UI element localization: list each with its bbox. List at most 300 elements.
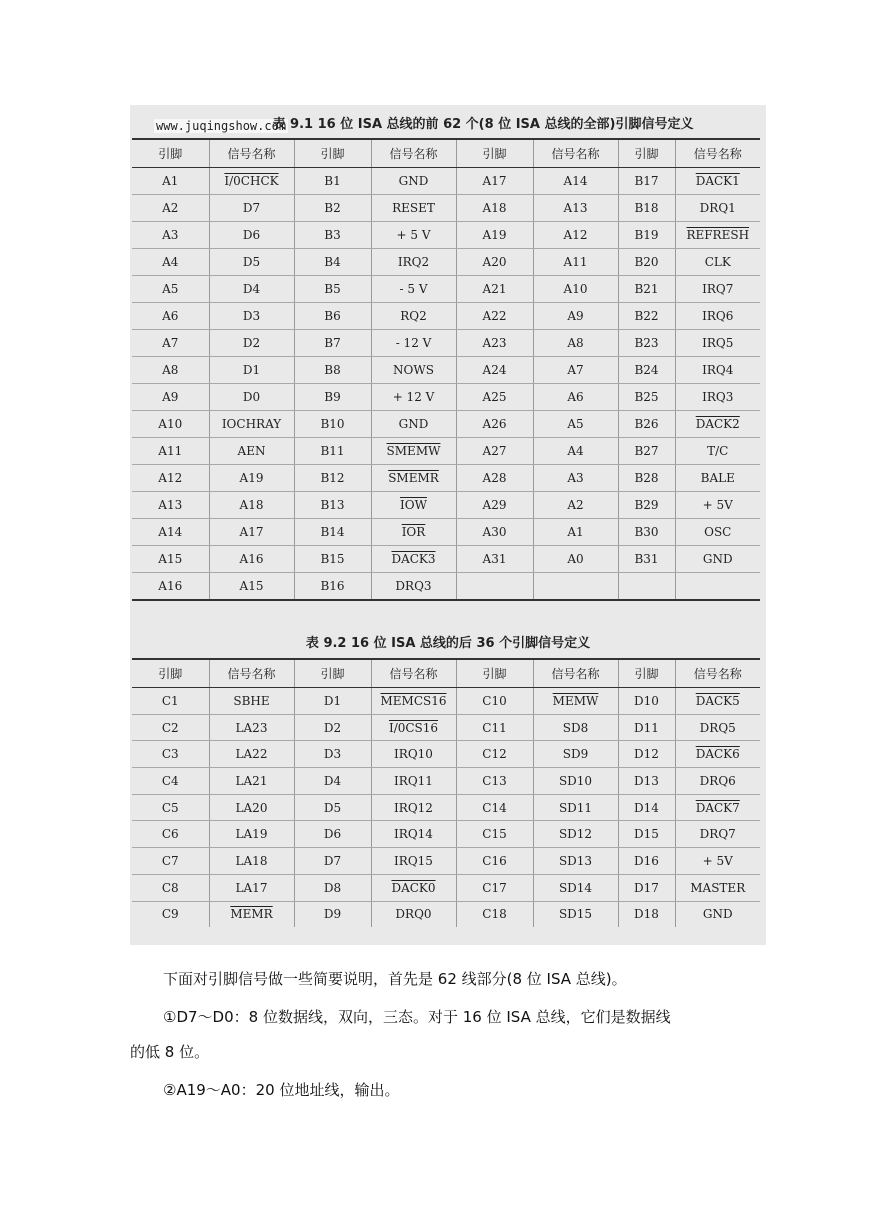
pin-label: B12 bbox=[320, 471, 345, 485]
signal-name-cell bbox=[533, 195, 618, 222]
signal-name-cell bbox=[209, 688, 294, 715]
pin-label: A4 bbox=[162, 255, 179, 269]
signal-name-cell bbox=[533, 848, 618, 875]
table-row bbox=[132, 768, 760, 795]
pin-cell bbox=[132, 821, 209, 848]
pin-label: B25 bbox=[634, 390, 659, 404]
signal-name-cell bbox=[675, 492, 760, 519]
watermark: www.juqingshow.com bbox=[156, 119, 287, 133]
pin-label: B3 bbox=[324, 228, 341, 242]
signal-name: IRQ14 bbox=[394, 827, 433, 842]
signal-name-cell bbox=[209, 438, 294, 465]
signal-name-cell bbox=[675, 901, 760, 927]
signal-name-cell bbox=[675, 848, 760, 875]
signal-name: A2 bbox=[567, 498, 584, 512]
signal-name-cell bbox=[209, 794, 294, 821]
table-row bbox=[132, 168, 760, 195]
signal-name-cell bbox=[209, 573, 294, 601]
signal-name: D5 bbox=[242, 255, 261, 269]
pin-cell bbox=[294, 465, 371, 492]
pin-label: D8 bbox=[323, 880, 342, 895]
body-paragraph-3: ②A19～A0：20 位地址线，输出。 bbox=[163, 1081, 400, 1099]
pin-label: C6 bbox=[161, 827, 179, 842]
column-header: 引脚 bbox=[456, 660, 533, 688]
pin-label: B26 bbox=[634, 417, 659, 431]
pin-label: C11 bbox=[482, 720, 507, 735]
pin-cell bbox=[456, 249, 533, 276]
signal-name: SD12 bbox=[558, 827, 593, 842]
pin-cell bbox=[294, 546, 371, 573]
signal-name: + 5 V bbox=[396, 228, 431, 242]
signal-name-cell bbox=[371, 768, 456, 795]
signal-name-cell bbox=[371, 519, 456, 546]
signal-name-cell bbox=[675, 438, 760, 465]
pin-label: A16 bbox=[158, 579, 183, 593]
body-paragraph-2-line-2: 的低 8 位。 bbox=[130, 1043, 210, 1061]
signal-name: + 5V bbox=[702, 498, 733, 512]
pin-cell bbox=[456, 384, 533, 411]
pin-cell bbox=[294, 901, 371, 927]
signal-name-cell bbox=[209, 303, 294, 330]
signal-name-cell bbox=[371, 330, 456, 357]
pin-cell bbox=[456, 195, 533, 222]
pin-label: B29 bbox=[634, 498, 659, 512]
pin-cell bbox=[456, 438, 533, 465]
signal-name: D7 bbox=[242, 201, 261, 215]
signal-name: D2 bbox=[242, 336, 261, 350]
signal-name-cell bbox=[209, 714, 294, 741]
column-header: 信号名称 bbox=[371, 140, 456, 168]
pin-cell bbox=[132, 546, 209, 573]
signal-name: - 12 V bbox=[395, 336, 432, 350]
pin-cell bbox=[618, 384, 675, 411]
pin-label: D3 bbox=[323, 747, 342, 762]
pin-cell bbox=[618, 519, 675, 546]
pin-cell bbox=[618, 821, 675, 848]
pin-label: D16 bbox=[634, 853, 659, 868]
signal-name-cell bbox=[533, 168, 618, 195]
pin-label: A11 bbox=[158, 444, 183, 458]
signal-name: CLK bbox=[704, 255, 731, 269]
signal-name-cell bbox=[533, 303, 618, 330]
pin-label: D9 bbox=[323, 907, 342, 922]
signal-name-cell bbox=[371, 276, 456, 303]
pin-label: A22 bbox=[482, 309, 507, 323]
pin-cell bbox=[618, 768, 675, 795]
signal-name: LA18 bbox=[235, 853, 268, 868]
scanned-table-image bbox=[130, 105, 766, 945]
signal-name-cell bbox=[371, 465, 456, 492]
signal-name: RQ2 bbox=[400, 309, 427, 323]
signal-name: RESET bbox=[392, 201, 435, 215]
signal-name-cell bbox=[371, 741, 456, 768]
signal-name: DRQ7 bbox=[699, 827, 736, 842]
signal-name: AEN bbox=[237, 444, 266, 458]
signal-name: A5 bbox=[567, 417, 584, 431]
pin-cell bbox=[618, 492, 675, 519]
signal-name: A15 bbox=[239, 579, 264, 593]
pin-label: C17 bbox=[482, 880, 507, 895]
pin-cell bbox=[456, 465, 533, 492]
signal-name-cell bbox=[675, 741, 760, 768]
pin-cell bbox=[132, 492, 209, 519]
signal-name-cell bbox=[209, 492, 294, 519]
signal-name: DRQ3 bbox=[395, 579, 432, 593]
signal-name-cell bbox=[533, 794, 618, 821]
signal-name-cell bbox=[371, 714, 456, 741]
pin-cell bbox=[294, 195, 371, 222]
signal-name: A0 bbox=[567, 552, 584, 566]
pin-label: C18 bbox=[482, 907, 507, 922]
signal-name-cell bbox=[675, 768, 760, 795]
pin-cell bbox=[132, 519, 209, 546]
signal-name-cell bbox=[209, 411, 294, 438]
pin-cell bbox=[132, 222, 209, 249]
signal-name-cell bbox=[209, 195, 294, 222]
pin-label: A26 bbox=[482, 417, 507, 431]
signal-name-cell bbox=[209, 276, 294, 303]
table-row bbox=[132, 195, 760, 222]
pin-label: A29 bbox=[482, 498, 507, 512]
signal-name: A19 bbox=[239, 471, 264, 485]
signal-name: DACK1 bbox=[695, 174, 740, 188]
signal-name: IRQ5 bbox=[702, 336, 734, 350]
signal-name: D1 bbox=[242, 363, 261, 377]
signal-name: GND bbox=[398, 417, 429, 431]
pin-cell bbox=[456, 848, 533, 875]
pin-label: B10 bbox=[320, 417, 345, 431]
signal-name: A4 bbox=[567, 444, 584, 458]
signal-name: OSC bbox=[704, 525, 732, 539]
pin-label: D4 bbox=[323, 773, 342, 788]
signal-name: IRQ3 bbox=[702, 390, 734, 404]
signal-name-cell bbox=[209, 546, 294, 573]
table1-body bbox=[132, 168, 760, 601]
pin-cell bbox=[456, 492, 533, 519]
pin-cell bbox=[132, 249, 209, 276]
table1-header-row bbox=[132, 140, 760, 168]
pin-label: B7 bbox=[324, 336, 341, 350]
signal-name: DRQ6 bbox=[699, 773, 736, 788]
signal-name-cell bbox=[675, 222, 760, 249]
signal-name: IOCHRAY bbox=[221, 417, 282, 431]
pin-label: C10 bbox=[482, 693, 507, 708]
signal-name-cell bbox=[209, 222, 294, 249]
signal-name: SD10 bbox=[558, 773, 593, 788]
column-header: 引脚 bbox=[132, 660, 209, 688]
signal-name: A12 bbox=[563, 228, 588, 242]
pin-label: A21 bbox=[482, 282, 507, 296]
signal-name: T/C bbox=[707, 444, 729, 458]
pin-cell bbox=[456, 901, 533, 927]
signal-name-cell bbox=[675, 465, 760, 492]
signal-name-cell bbox=[533, 330, 618, 357]
signal-name-cell bbox=[533, 411, 618, 438]
signal-name-cell bbox=[209, 384, 294, 411]
pin-label: A3 bbox=[162, 228, 179, 242]
body-paragraph-1: 下面对引脚信号做一些简要说明，首先是 62 线部分(8 位 ISA 总线)。 bbox=[163, 970, 627, 988]
signal-name-cell bbox=[371, 168, 456, 195]
pin-cell bbox=[294, 688, 371, 715]
signal-name-cell bbox=[533, 821, 618, 848]
signal-name: D0 bbox=[242, 390, 261, 404]
pin-label: B9 bbox=[324, 390, 341, 404]
signal-name-cell bbox=[675, 688, 760, 715]
table-row bbox=[132, 249, 760, 276]
signal-name: DACK3 bbox=[391, 552, 436, 566]
pin-cell bbox=[132, 438, 209, 465]
pin-cell bbox=[618, 195, 675, 222]
pin-label: B4 bbox=[324, 255, 341, 269]
pin-label: A23 bbox=[482, 336, 507, 350]
pin-label: A5 bbox=[162, 282, 179, 296]
pin-cell bbox=[294, 741, 371, 768]
pin-label: D18 bbox=[634, 907, 659, 922]
table-row bbox=[132, 794, 760, 821]
pin-cell bbox=[456, 546, 533, 573]
pin-cell bbox=[294, 848, 371, 875]
pin-label: C5 bbox=[161, 800, 179, 815]
signal-name: A14 bbox=[563, 174, 588, 188]
pin-label: A28 bbox=[482, 471, 507, 485]
signal-name: D3 bbox=[242, 309, 261, 323]
pin-label: A1 bbox=[162, 174, 179, 188]
signal-name-cell bbox=[533, 901, 618, 927]
pin-cell bbox=[456, 222, 533, 249]
signal-name: MEMW bbox=[552, 693, 599, 708]
signal-name: SD15 bbox=[558, 907, 593, 922]
signal-name: LA21 bbox=[235, 773, 268, 788]
signal-name: A9 bbox=[567, 309, 584, 323]
signal-name: DACK6 bbox=[695, 747, 740, 762]
pin-cell bbox=[294, 276, 371, 303]
signal-name: + 12 V bbox=[392, 390, 435, 404]
pin-label: B11 bbox=[320, 444, 345, 458]
signal-name: D6 bbox=[242, 228, 261, 242]
pin-cell bbox=[618, 546, 675, 573]
signal-name-cell bbox=[209, 357, 294, 384]
pin-label: B15 bbox=[320, 552, 345, 566]
signal-name-cell bbox=[675, 519, 760, 546]
pin-cell bbox=[618, 411, 675, 438]
signal-name-cell bbox=[371, 411, 456, 438]
pin-label: D1 bbox=[323, 693, 342, 708]
body-paragraph-2-line-1: ①D7～D0：8 位数据线，双向，三态。对于 16 位 ISA 总线，它们是数据线 bbox=[163, 1008, 671, 1026]
signal-name-cell bbox=[371, 384, 456, 411]
pin-cell bbox=[132, 357, 209, 384]
pin-cell bbox=[294, 384, 371, 411]
table2-header-row bbox=[132, 660, 760, 688]
table-row bbox=[132, 546, 760, 573]
signal-name-cell bbox=[371, 794, 456, 821]
signal-name: REFRESH bbox=[686, 228, 750, 242]
pin-label: B28 bbox=[634, 471, 659, 485]
signal-name: DRQ5 bbox=[699, 720, 736, 735]
pin-cell bbox=[618, 357, 675, 384]
pin-label: C7 bbox=[161, 853, 179, 868]
column-header: 信号名称 bbox=[209, 140, 294, 168]
pin-cell bbox=[456, 168, 533, 195]
pin-label: D6 bbox=[323, 827, 342, 842]
pin-label: B24 bbox=[634, 363, 659, 377]
pin-cell bbox=[618, 688, 675, 715]
pin-label: C1 bbox=[161, 693, 179, 708]
table-row bbox=[132, 276, 760, 303]
pin-cell bbox=[294, 168, 371, 195]
column-header: 引脚 bbox=[618, 140, 675, 168]
signal-name: SMEMR bbox=[388, 471, 439, 485]
column-header: 信号名称 bbox=[209, 660, 294, 688]
signal-name: A13 bbox=[563, 201, 588, 215]
pin-cell bbox=[132, 330, 209, 357]
signal-name-cell bbox=[675, 168, 760, 195]
signal-name: SD9 bbox=[562, 747, 589, 762]
table-row bbox=[132, 303, 760, 330]
pin-label: A31 bbox=[482, 552, 507, 566]
pin-cell bbox=[456, 794, 533, 821]
table-row bbox=[132, 465, 760, 492]
table-row bbox=[132, 688, 760, 715]
signal-name-cell bbox=[533, 546, 618, 573]
signal-name: I/0CHCK bbox=[224, 174, 279, 188]
pin-cell bbox=[456, 874, 533, 901]
pin-label: A20 bbox=[482, 255, 507, 269]
column-header: 信号名称 bbox=[675, 660, 760, 688]
pin-table-2 bbox=[132, 660, 760, 927]
pin-cell bbox=[618, 714, 675, 741]
signal-name-cell bbox=[675, 546, 760, 573]
pin-label: A24 bbox=[482, 363, 507, 377]
pin-cell bbox=[618, 874, 675, 901]
pin-label: C9 bbox=[161, 907, 179, 922]
signal-name-cell bbox=[371, 438, 456, 465]
pin-label: A10 bbox=[158, 417, 183, 431]
pin-cell bbox=[132, 276, 209, 303]
signal-name-cell bbox=[675, 195, 760, 222]
table-row bbox=[132, 821, 760, 848]
signal-name: DACK0 bbox=[391, 880, 436, 895]
pin-label: C15 bbox=[482, 827, 507, 842]
pin-cell bbox=[618, 168, 675, 195]
pin-cell bbox=[618, 438, 675, 465]
pin-cell bbox=[456, 768, 533, 795]
table-row bbox=[132, 741, 760, 768]
signal-name-cell bbox=[533, 573, 618, 601]
pin-cell bbox=[618, 901, 675, 927]
signal-name: SD14 bbox=[558, 880, 593, 895]
signal-name: SBHE bbox=[233, 693, 270, 708]
table1-caption: 表 9.1 16 位 ISA 总线的前 62 个(8 位 ISA 总线的全部)引脚信号定义 bbox=[272, 117, 694, 132]
pin-label: B1 bbox=[324, 174, 341, 188]
signal-name-cell bbox=[533, 222, 618, 249]
signal-name-cell bbox=[675, 330, 760, 357]
signal-name: SD8 bbox=[562, 720, 589, 735]
table-row bbox=[132, 901, 760, 927]
signal-name: LA17 bbox=[235, 880, 268, 895]
signal-name-cell bbox=[209, 848, 294, 875]
pin-cell bbox=[294, 330, 371, 357]
pin-cell bbox=[294, 821, 371, 848]
pin-label: B16 bbox=[320, 579, 345, 593]
signal-name: - 5 V bbox=[399, 282, 428, 296]
signal-name: NOWS bbox=[393, 363, 434, 377]
signal-name: MASTER bbox=[690, 880, 746, 895]
column-header: 引脚 bbox=[456, 140, 533, 168]
signal-name: A17 bbox=[239, 525, 264, 539]
pin-label: C8 bbox=[161, 880, 179, 895]
pin-label: A27 bbox=[482, 444, 507, 458]
pin-cell bbox=[618, 249, 675, 276]
pin-cell bbox=[294, 768, 371, 795]
pin-label: D10 bbox=[634, 693, 659, 708]
pin-label: B23 bbox=[634, 336, 659, 350]
pin-label: D12 bbox=[634, 747, 659, 762]
column-header: 信号名称 bbox=[371, 660, 456, 688]
pin-label: C14 bbox=[482, 800, 507, 815]
signal-name: IRQ2 bbox=[397, 255, 430, 269]
signal-name: SMEMW bbox=[386, 444, 441, 458]
signal-name: IRQ4 bbox=[702, 363, 734, 377]
pin-cell bbox=[132, 411, 209, 438]
signal-name-cell bbox=[371, 546, 456, 573]
pin-cell bbox=[618, 573, 675, 601]
pin-cell bbox=[456, 411, 533, 438]
signal-name-cell bbox=[371, 848, 456, 875]
signal-name: A1 bbox=[567, 525, 584, 539]
pin-cell bbox=[132, 195, 209, 222]
pin-label: A19 bbox=[482, 228, 507, 242]
pin-label: C12 bbox=[482, 747, 507, 762]
signal-name: DACK7 bbox=[695, 800, 740, 815]
pin-label: C13 bbox=[482, 773, 507, 788]
signal-name: GND bbox=[398, 174, 429, 188]
signal-name: IRQ10 bbox=[394, 747, 433, 762]
pin-cell bbox=[294, 222, 371, 249]
signal-name-cell bbox=[209, 330, 294, 357]
pin-label: D11 bbox=[634, 720, 659, 735]
pin-label: B31 bbox=[634, 552, 659, 566]
signal-name-cell bbox=[675, 874, 760, 901]
pin-cell bbox=[618, 741, 675, 768]
signal-name-cell bbox=[675, 249, 760, 276]
pin-cell bbox=[456, 276, 533, 303]
pin-cell bbox=[456, 357, 533, 384]
pin-label: A7 bbox=[162, 336, 179, 350]
signal-name-cell bbox=[371, 573, 456, 601]
pin-label: C2 bbox=[161, 720, 179, 735]
signal-name-cell bbox=[209, 874, 294, 901]
pin-label: A30 bbox=[482, 525, 507, 539]
pin-cell bbox=[294, 794, 371, 821]
pin-cell bbox=[618, 794, 675, 821]
pin-cell bbox=[294, 874, 371, 901]
signal-name: SD13 bbox=[558, 853, 593, 868]
pin-label: A13 bbox=[158, 498, 183, 512]
signal-name: MEMR bbox=[230, 907, 273, 922]
pin-cell bbox=[294, 492, 371, 519]
column-header: 引脚 bbox=[618, 660, 675, 688]
table-row bbox=[132, 573, 760, 601]
signal-name-cell bbox=[533, 768, 618, 795]
signal-name-cell bbox=[533, 249, 618, 276]
pin-cell bbox=[132, 688, 209, 715]
pin-cell bbox=[618, 330, 675, 357]
pin-label: A14 bbox=[158, 525, 183, 539]
signal-name-cell bbox=[209, 249, 294, 276]
signal-name-cell bbox=[209, 168, 294, 195]
pin-label: D5 bbox=[323, 800, 342, 815]
signal-name-cell bbox=[371, 195, 456, 222]
